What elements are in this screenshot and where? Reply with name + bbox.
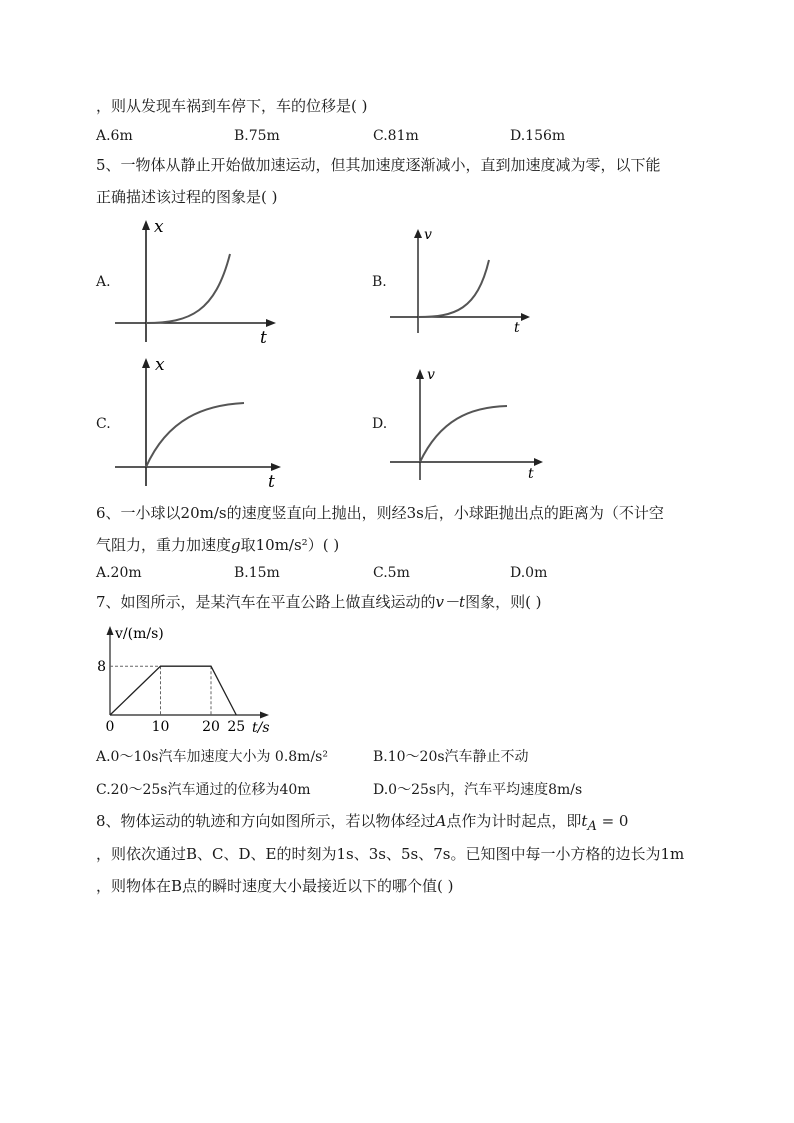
- graph-a-y-label: x: [154, 217, 164, 237]
- q8-point-a: A: [435, 812, 447, 830]
- vt-series-line: [110, 666, 236, 715]
- q6-stem-line2-b: 取10m/s²）( ): [240, 536, 340, 554]
- graph-a-label[interactable]: A.: [96, 274, 111, 290]
- q7-options-row1: [96, 746, 716, 766]
- q7-stem-b: 图象，则( ): [465, 593, 542, 611]
- vt-x-tick-label: 0: [105, 719, 115, 735]
- q8-line1-a: 8、物体运动的轨迹和方向如图所示，若以物体经过: [96, 812, 436, 830]
- q4-options: [96, 128, 716, 148]
- graph-d-label[interactable]: D.: [372, 416, 388, 432]
- graph-c-label[interactable]: C.: [96, 416, 111, 432]
- graph-a[interactable]: [110, 212, 280, 347]
- q5-stem-line1: 5、一物体从静止开始做加速运动，但其加速度逐渐减小，直到加速度减为零，以下能: [96, 156, 661, 174]
- vt-x-tick-label: 10: [151, 719, 170, 735]
- graph-c[interactable]: [110, 350, 285, 490]
- q7-stem: [96, 592, 542, 612]
- vt-y-tick-label: 8: [97, 659, 106, 676]
- q8-line1: [96, 811, 628, 837]
- q8-eq: = 0: [596, 812, 629, 830]
- q7-vt-chart: [94, 620, 284, 740]
- q4-option-d[interactable]: D.156m: [510, 128, 566, 144]
- graph-b-label[interactable]: B.: [372, 274, 387, 290]
- graph-b-x-label: t: [514, 320, 520, 336]
- graph-c-y-label: x: [155, 355, 165, 375]
- q8-line2: ，则依次通过B、C、D、E的时刻为1s、3s、5s、7s。已知图中每一小方格的边长为1m: [96, 845, 685, 863]
- q7-stem-a: 7、如图所示，是某汽车在平直公路上做直线运动的: [96, 593, 436, 611]
- vt-x-tick-label: 25: [227, 719, 246, 735]
- vt-x-axis-label: t/s: [252, 720, 270, 736]
- vt-x-tick-label: 20: [202, 719, 220, 735]
- graph-b[interactable]: [385, 222, 535, 337]
- q6-options: [96, 565, 716, 585]
- q7-vt-symbol: v－t: [435, 593, 466, 611]
- q7-option-c[interactable]: C.20～25s汽车通过的位移为40m: [96, 782, 311, 798]
- q6-option-b[interactable]: B.15m: [234, 565, 280, 581]
- q4-option-b[interactable]: B.75m: [234, 128, 280, 144]
- q6-g-symbol: g: [231, 536, 241, 554]
- graph-c-x-label: t: [268, 472, 275, 490]
- q4-option-a[interactable]: A.6m: [96, 128, 133, 144]
- q4-stem-tail: ，则从发现车祸到车停下，车的位移是( ): [96, 97, 368, 115]
- vt-y-axis-label: v/(m/s): [115, 626, 164, 642]
- q6-stem-line2: [96, 535, 339, 555]
- q7-option-d[interactable]: D.0～25s内，汽车平均速度8m/s: [373, 782, 583, 798]
- q5-stem-line2: 正确描述该过程的图象是( ): [96, 188, 278, 206]
- vt-y-axis-arrow: [107, 626, 114, 635]
- vt-x-axis-arrow: [260, 712, 269, 719]
- q8-line3: ，则物体在B点的瞬时速度大小最接近以下的哪个值( ): [96, 877, 454, 895]
- graph-b-y-label: v: [424, 227, 432, 243]
- q6-option-c[interactable]: C.5m: [373, 565, 410, 581]
- q8-t-subscript: A: [587, 819, 597, 834]
- graph-d[interactable]: [385, 362, 550, 482]
- graph-d-x-label: t: [528, 466, 534, 482]
- q7-options-row2: [96, 779, 716, 799]
- q8-t-symbol: t: [581, 812, 588, 830]
- q7-option-b[interactable]: B.10～20s汽车静止不动: [373, 749, 529, 765]
- q6-stem-line1: 6、一小球以20m/s的速度竖直向上抛出，则经3s后，小球距抛出点的距离为（不计空: [96, 504, 664, 522]
- q7-option-a[interactable]: A.0～10s汽车加速度大小为 0.8m/s²: [96, 749, 328, 765]
- graph-a-x-label: t: [260, 328, 267, 347]
- graph-d-y-label: v: [427, 367, 435, 383]
- q8-line1-b: 点作为计时起点，即: [446, 812, 582, 830]
- q6-option-a[interactable]: A.20m: [96, 565, 142, 581]
- q4-option-c[interactable]: C.81m: [373, 128, 419, 144]
- q6-stem-line2-a: 气阻力，重力加速度: [96, 536, 232, 554]
- q6-option-d[interactable]: D.0m: [510, 565, 548, 581]
